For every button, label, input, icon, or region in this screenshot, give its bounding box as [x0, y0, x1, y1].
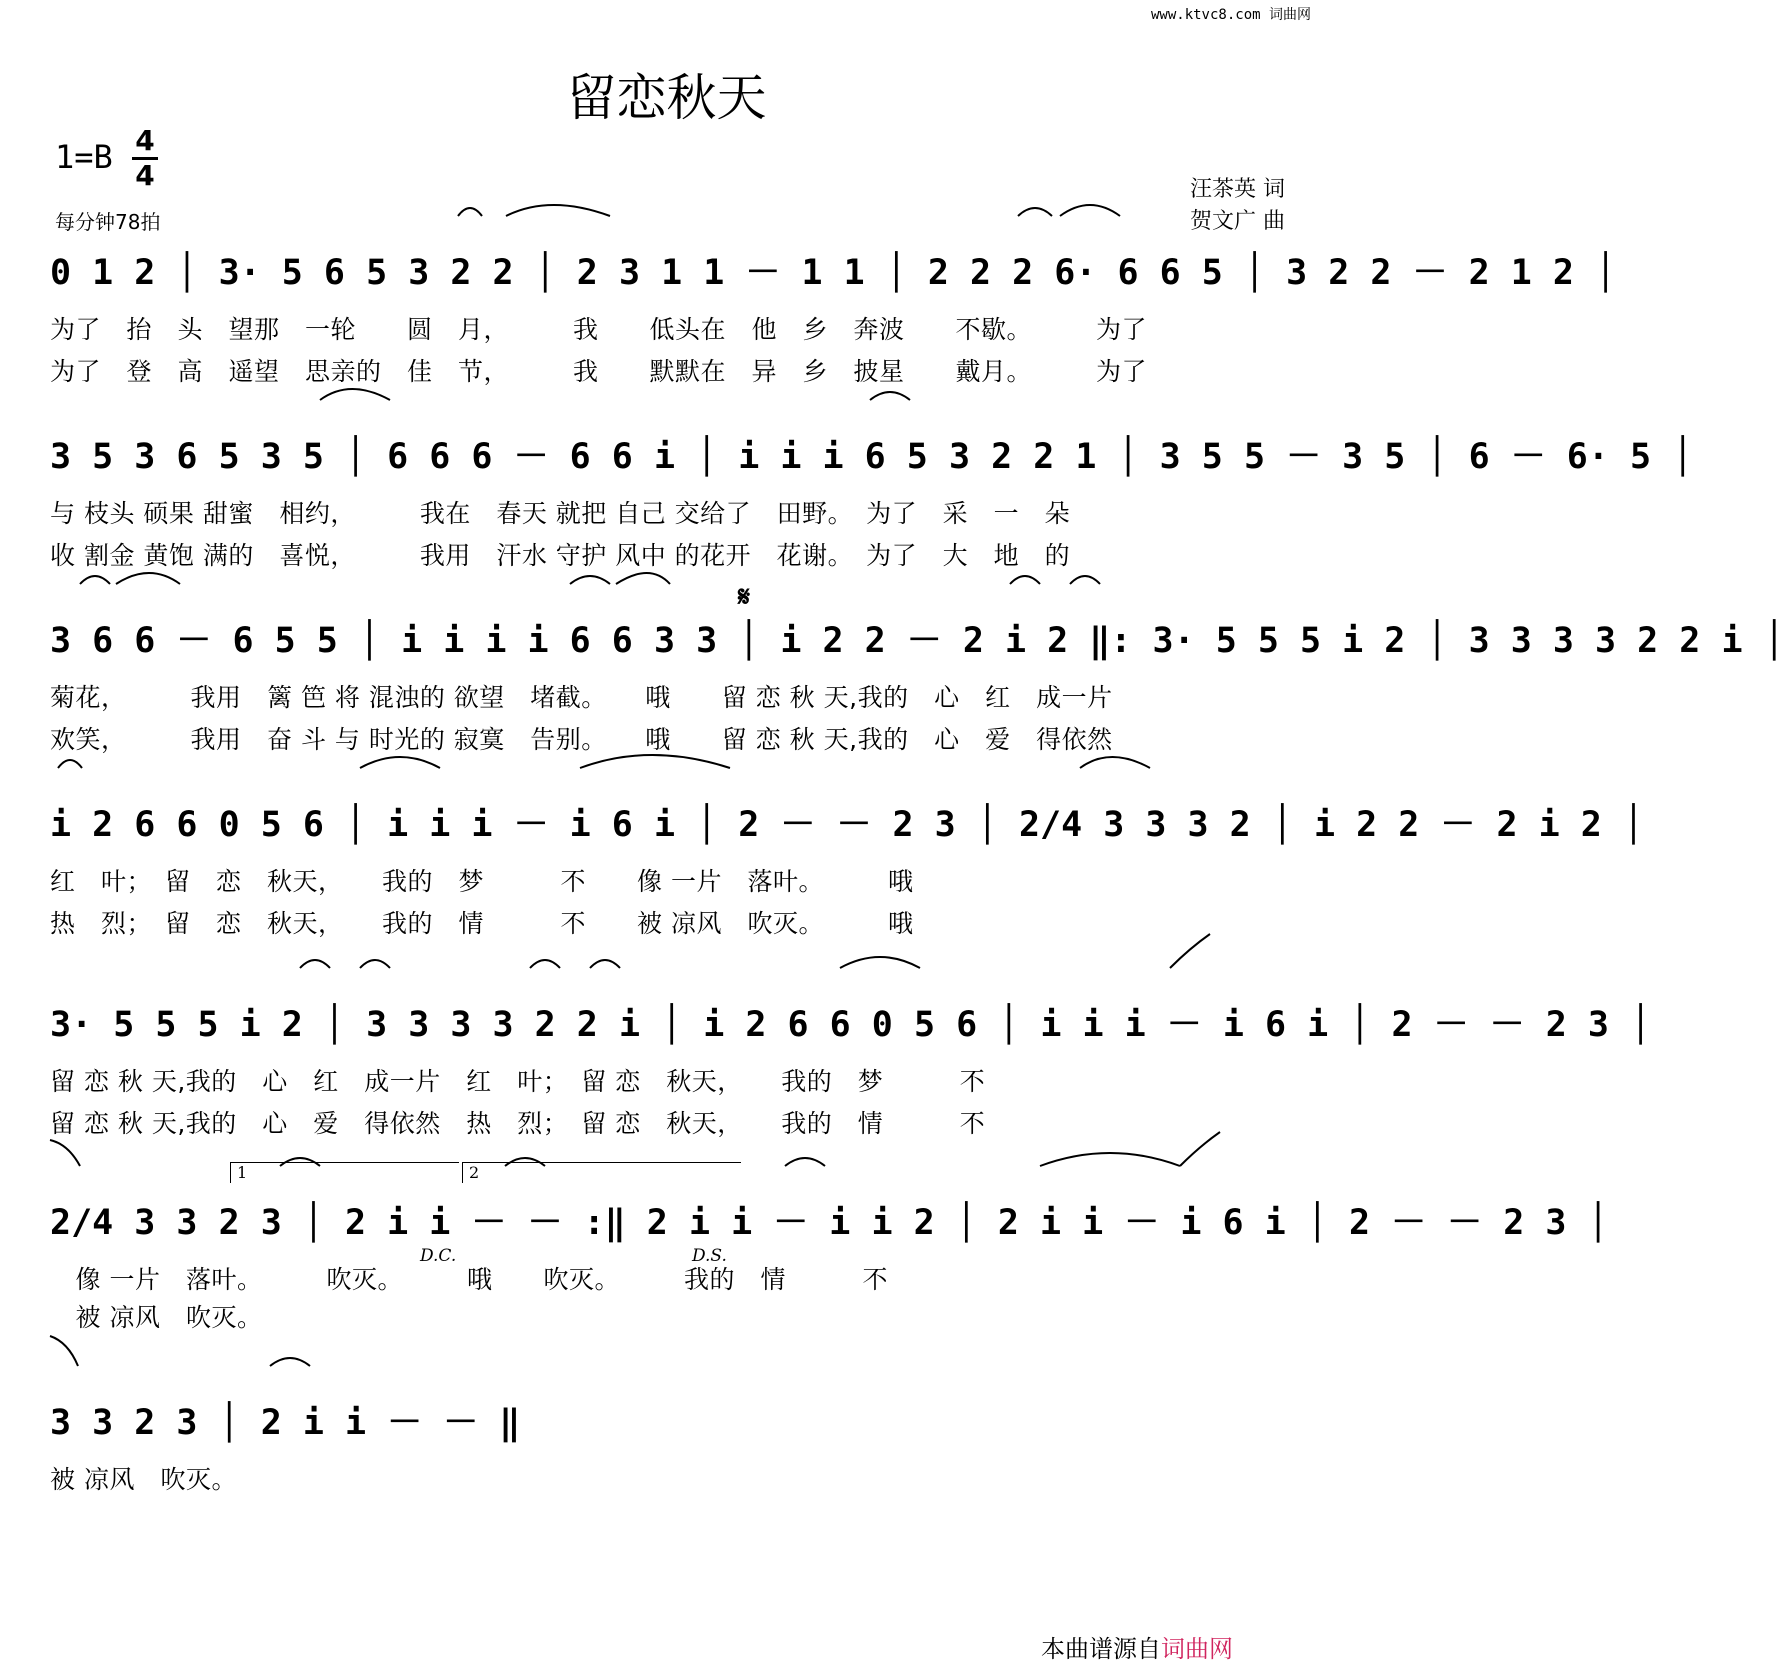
- footer-source: [1041, 1629, 1233, 1664]
- lyric-verse-2: 热 烈； 留 恋 秋天， 我的 情 不 被 凉风 吹灭。 哦: [50, 909, 914, 938]
- lyric-verse-1: 像 一片 落叶。 吹灭。 哦 吹灭。 我的 情 不: [50, 1265, 888, 1294]
- volta-1-label: 1: [237, 1163, 248, 1182]
- notation-line-4: [50, 800, 1644, 850]
- lyric-verse-1: 留 恋 秋 天,我的 心 红 成一片 红 叶； 留 恋 秋天， 我的 梦 不: [50, 1067, 986, 1096]
- time-signature-top: 4: [135, 124, 155, 157]
- lyric-verse-2: 欢笑， 我用 奋 斗 与 时光的 寂寞 告别。 哦 留 恋 秋 天,我的 心 爱 得依然: [50, 725, 1113, 754]
- lyricist-credit: 汪茶英 词: [1190, 177, 1285, 202]
- slur-marks-7: [50, 1350, 1290, 1410]
- lyric-verse-2: 被 凉风 吹灭。: [50, 1303, 263, 1332]
- notation-text: 3 6 6 － 6 5 5 │ i i i i 6 6 3 3 │ i 2 2 － 2 i 2 ‖: 3· 5 5 5 i 2 │ 3 3 3 3 2 2 i │: [50, 621, 1785, 661]
- lyric-verse-2: 为了 登 高 遥望 思亲的 佳 节， 我 默默在 异 乡 披星 戴月。 为了: [50, 357, 1148, 386]
- time-signature-bottom: 4: [135, 159, 155, 192]
- lyric-verse-1: 为了 抬 头 望那 一轮 圆 月， 我 低头在 他 乡 奔波 不歇。 为了: [50, 315, 1148, 344]
- slur-marks-1: [50, 200, 1290, 260]
- footer-prefix: 本曲谱源自: [1041, 1635, 1161, 1663]
- lyric-verse-2: 留 恋 秋 天,我的 心 爱 得依然 热 烈； 留 恋 秋天， 我的 情 不: [50, 1109, 986, 1138]
- notation-text: i 2 6 6 0 5 6 │ i i i － i 6 i │ 2 － － 2 3 │ 2/4 3 3 3 2 │ i 2 2 － 2 i 2 │: [50, 805, 1644, 845]
- time-signature: [130, 126, 160, 191]
- volta-2-label: 2: [469, 1163, 480, 1182]
- ds-marking: D.S.: [692, 1246, 727, 1266]
- slur-marks-3: [50, 568, 1290, 628]
- notation-text: 0 1 2 │ 3· 5 6 5 3 2 2 │ 2 3 1 1 － 1 1 │ 2 2 2 6· 6 6 5 │ 3 2 2 － 2 1 2 │: [50, 253, 1617, 293]
- notation-line-2: [50, 432, 1694, 482]
- lyric-verse-1: 与 枝头 硕果 甜蜜 相约， 我在 春天 就把 自己 交给了 田野。 为了 采 一 朵: [50, 499, 1071, 528]
- notation-line-6: [50, 1198, 1609, 1248]
- notation-line-1: [50, 248, 1617, 298]
- slur-marks-2: [50, 384, 1290, 444]
- notation-text: 3 3 2 3 │ 2 i i － － ‖: [50, 1403, 521, 1443]
- notation-line-3: [50, 616, 1785, 666]
- notation-text: 3· 5 5 5 i 2 │ 3 3 3 3 2 2 i │ i 2 6 6 0 5 6 │ i i i － i 6 i │ 2 － － 2 3 │: [50, 1005, 1652, 1045]
- notation-line-7: [50, 1398, 1290, 1448]
- slur-marks-5: [50, 952, 1290, 1012]
- slur-marks-4: [50, 752, 1290, 812]
- notation-text: 3 5 3 6 5 3 5 │ 6 6 6 － 6 6 i │ i i i 6 5 3 2 2 1 │ 3 5 5 － 3 5 │ 6 － 6· 5 │: [50, 437, 1694, 477]
- notation-line-5: [50, 1000, 1652, 1050]
- lyric-verse-1: 红 叶； 留 恋 秋天， 我的 梦 不 像 一片 落叶。 哦: [50, 867, 914, 896]
- lyric-verse-1: 被 凉风 吹灭。: [50, 1465, 237, 1494]
- lyric-verse-2: 收 割金 黄饱 满的 喜悦， 我用 汗水 守护 风中 的花开 花谢。 为了 大 地 的: [50, 541, 1071, 570]
- lyric-verse-1: 菊花， 我用 篱 笆 将 混浊的 欲望 堵截。 哦 留 恋 秋 天,我的 心 红 成一片: [50, 683, 1113, 712]
- segno-mark: 𝄋: [738, 580, 751, 613]
- tempo-marking: 每分钟78拍: [55, 210, 161, 234]
- dc-marking: D.C.: [420, 1246, 457, 1266]
- slur-marks-6: [50, 1150, 1290, 1210]
- composer-credit: 贺文广 曲: [1190, 209, 1285, 234]
- footer-brand[interactable]: 词曲网: [1161, 1635, 1233, 1663]
- key-signature: 1=B: [55, 138, 113, 176]
- notation-text: 2/4 3 3 2 3 │ 2 i i － － :‖ 2 i i － i i 2 │ 2 i i － i 6 i │ 2 － － 2 3 │: [50, 1203, 1609, 1243]
- site-label: www.ktvc8.com 词曲网: [1150, 7, 1311, 23]
- song-title: 留恋秋天: [566, 69, 767, 127]
